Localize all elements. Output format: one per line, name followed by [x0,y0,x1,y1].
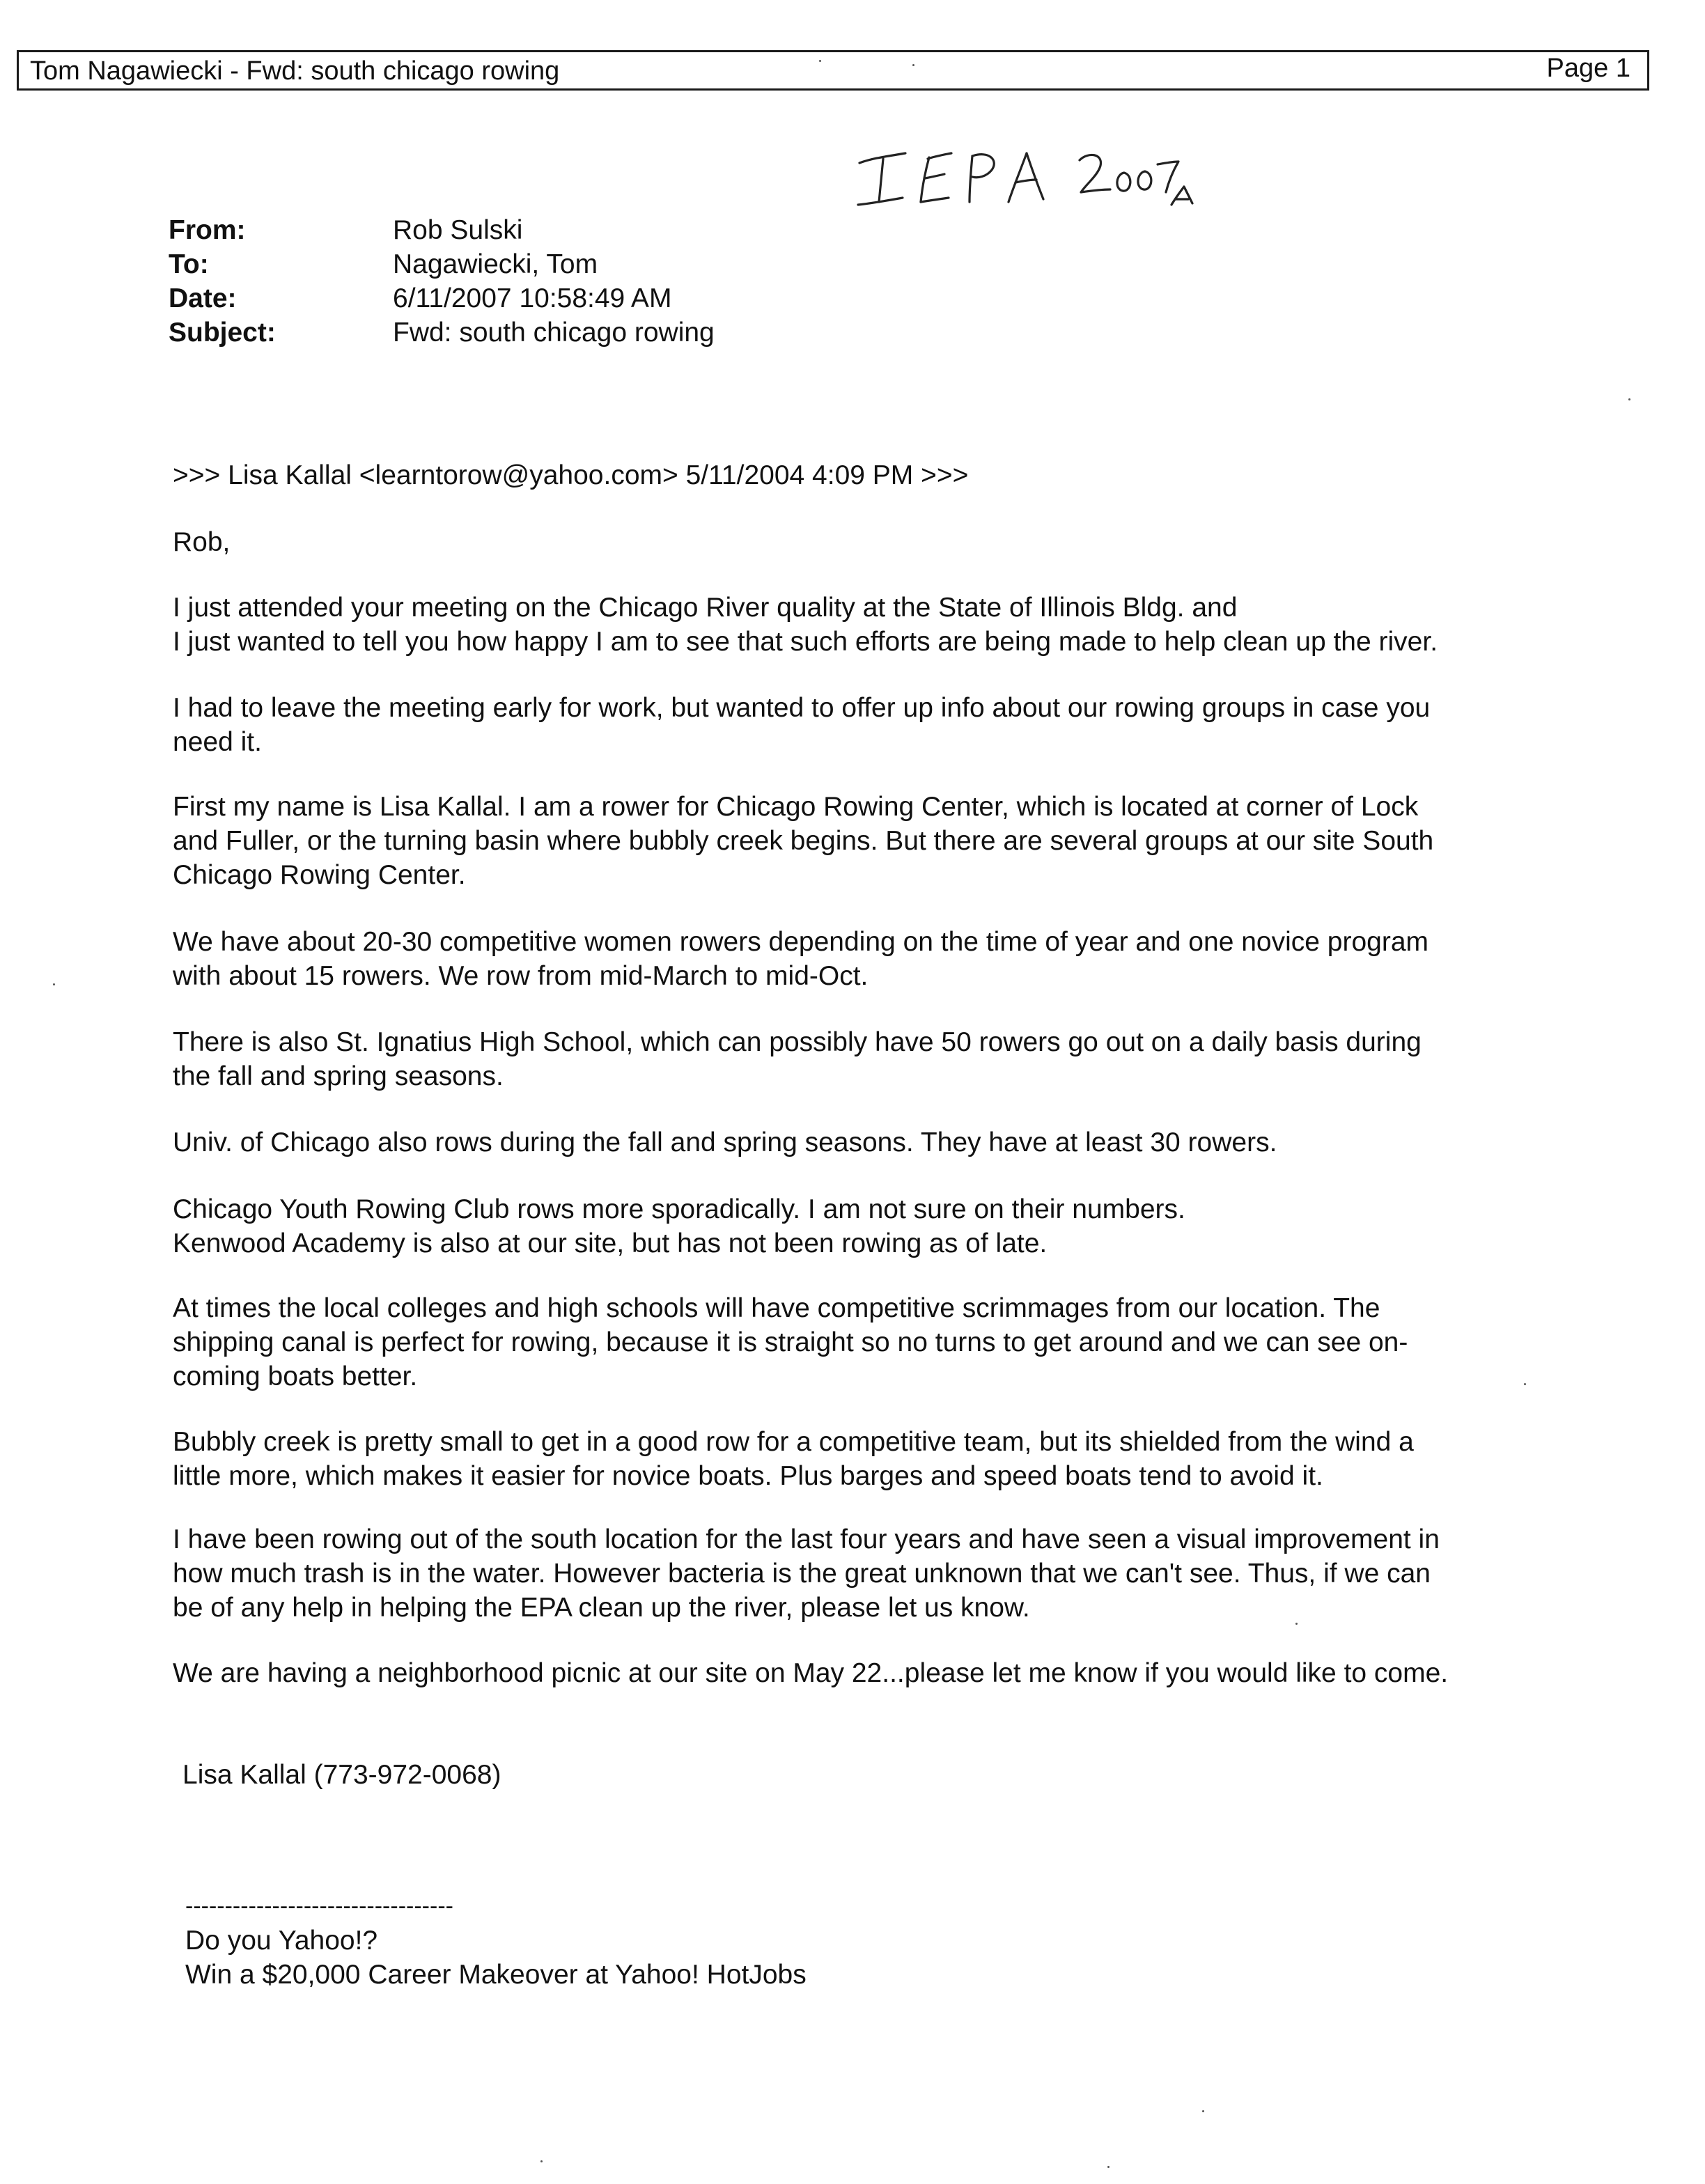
scan-speck [1107,2166,1110,2168]
greeting-text: Rob, [173,527,231,557]
page-number: Page 1 [1546,54,1630,83]
paragraph-1 [173,591,1524,659]
paragraph-line: We have about 20-30 competitive women rowers depending on the time of year and one novice program [173,927,1429,957]
paragraph-line: I just attended your meeting on the Chicago River quality at the State of Illinois Bldg. and [173,593,1238,623]
paragraph-line: I had to leave the meeting early for work, but wanted to offer up info about our rowing groups in case you [173,693,1431,723]
to-row [169,247,715,281]
forward-header-line [173,458,1524,492]
date-label: Date: [169,283,237,313]
subject-row [169,315,715,350]
paragraph-line: Univ. of Chicago also rows during the fall and spring seasons. They have at least 30 rowers. [173,1128,1277,1157]
paragraph-line: how much trash is in the water. However bacteria is the great unknown that we can't see. Thus, if we can [173,1559,1431,1589]
from-value: Rob Sulski [393,215,523,245]
from-row [169,213,715,247]
paragraph-line: little more, which makes it easier for novice boats. Plus barges and speed boats tend to avoid it. [173,1461,1323,1491]
scan-speck [53,983,55,985]
footer-line-1: Do you Yahoo!? [185,1926,378,1956]
forward-line-text: >>> Lisa Kallal <learntorow@yahoo.com> 5/11/2004 4:09 PM >>> [173,460,969,490]
scan-speck [1202,2110,1204,2112]
paragraph-line: coming boats better. [173,1362,418,1391]
paragraph-line: There is also St. Ignatius High School, which can possibly have 50 rowers go out on a daily basis during [173,1027,1422,1057]
paragraph-5 [173,1025,1524,1093]
paragraph-2 [173,691,1524,759]
email-header-bar [17,50,1649,91]
paragraph-line: with about 15 rowers. We row from mid-March to mid-Oct. [173,961,869,991]
paragraph-line: I just wanted to tell you how happy I am to see that such efforts are being made to help clean up the river. [173,627,1438,657]
paragraph-10 [173,1522,1524,1625]
to-label: To: [169,249,209,279]
paragraph-4 [173,925,1524,993]
paragraph-line: and Fuller, or the turning basin where bubbly creek begins. But there are several groups at our site South [173,826,1434,856]
paragraph-line: Chicago Youth Rowing Club rows more sporadically. I am not sure on their numbers. [173,1194,1185,1224]
paragraph-line: need it. [173,727,262,757]
signature [182,1758,1534,1792]
paragraph-line: shipping canal is perfect for rowing, because it is straight so no turns to get around and we can see on- [173,1327,1408,1357]
paragraph-line: We are having a neighborhood picnic at our site on May 22...please let me know if you would like to come. [173,1658,1449,1688]
date-value: 6/11/2007 10:58:49 AM [393,283,672,313]
signature-text: Lisa Kallal (773-972-0068) [182,1760,501,1790]
email-print-title: Tom Nagawiecki - Fwd: south chicago rowing [30,56,560,86]
paragraph-7 [173,1192,1524,1261]
subject-value: Fwd: south chicago rowing [393,318,715,348]
from-label: From: [169,215,246,245]
greeting [173,525,1524,559]
paragraph-8 [173,1291,1524,1394]
paragraph-line: I have been rowing out of the south location for the last four years and have seen a visual improvement in [173,1524,1440,1554]
paragraph-3 [173,790,1524,892]
footer-line-2: Win a $20,000 Career Makeover at Yahoo! HotJobs [185,1960,807,1990]
email-metadata [169,213,715,350]
paragraph-line: be of any help in helping the EPA clean up the river, please let us know. [173,1593,1030,1623]
paragraph-line: Kenwood Academy is also at our site, but has not been rowing as of late. [173,1228,1048,1258]
handwritten-annotation [847,132,1195,223]
paragraph-line: Bubbly creek is pretty small to get in a good row for a competitive team, but its shielded from the wind a [173,1427,1414,1457]
scan-speck [1628,398,1630,400]
paragraph-6 [173,1125,1524,1160]
footer-separator: ---------------------------------- [185,1893,453,1919]
paragraph-line: the fall and spring seasons. [173,1061,504,1091]
scan-speck [819,60,821,62]
scan-speck [1295,1623,1298,1625]
paragraph-9 [173,1425,1524,1493]
scan-speck [540,2160,543,2162]
to-value: Nagawiecki, Tom [393,249,598,279]
scan-speck [1524,1383,1526,1385]
paragraph-line: At times the local colleges and high schools will have competitive scrimmages from our location. The [173,1293,1380,1323]
date-row [169,281,715,315]
paragraph-line: First my name is Lisa Kallal. I am a rower for Chicago Rowing Center, which is located at corner of Lock [173,792,1419,822]
subject-label: Subject: [169,318,276,348]
paragraph-11 [173,1656,1524,1690]
yahoo-footer [185,1924,1536,1992]
paragraph-line: Chicago Rowing Center. [173,860,466,890]
scan-speck [912,64,914,66]
